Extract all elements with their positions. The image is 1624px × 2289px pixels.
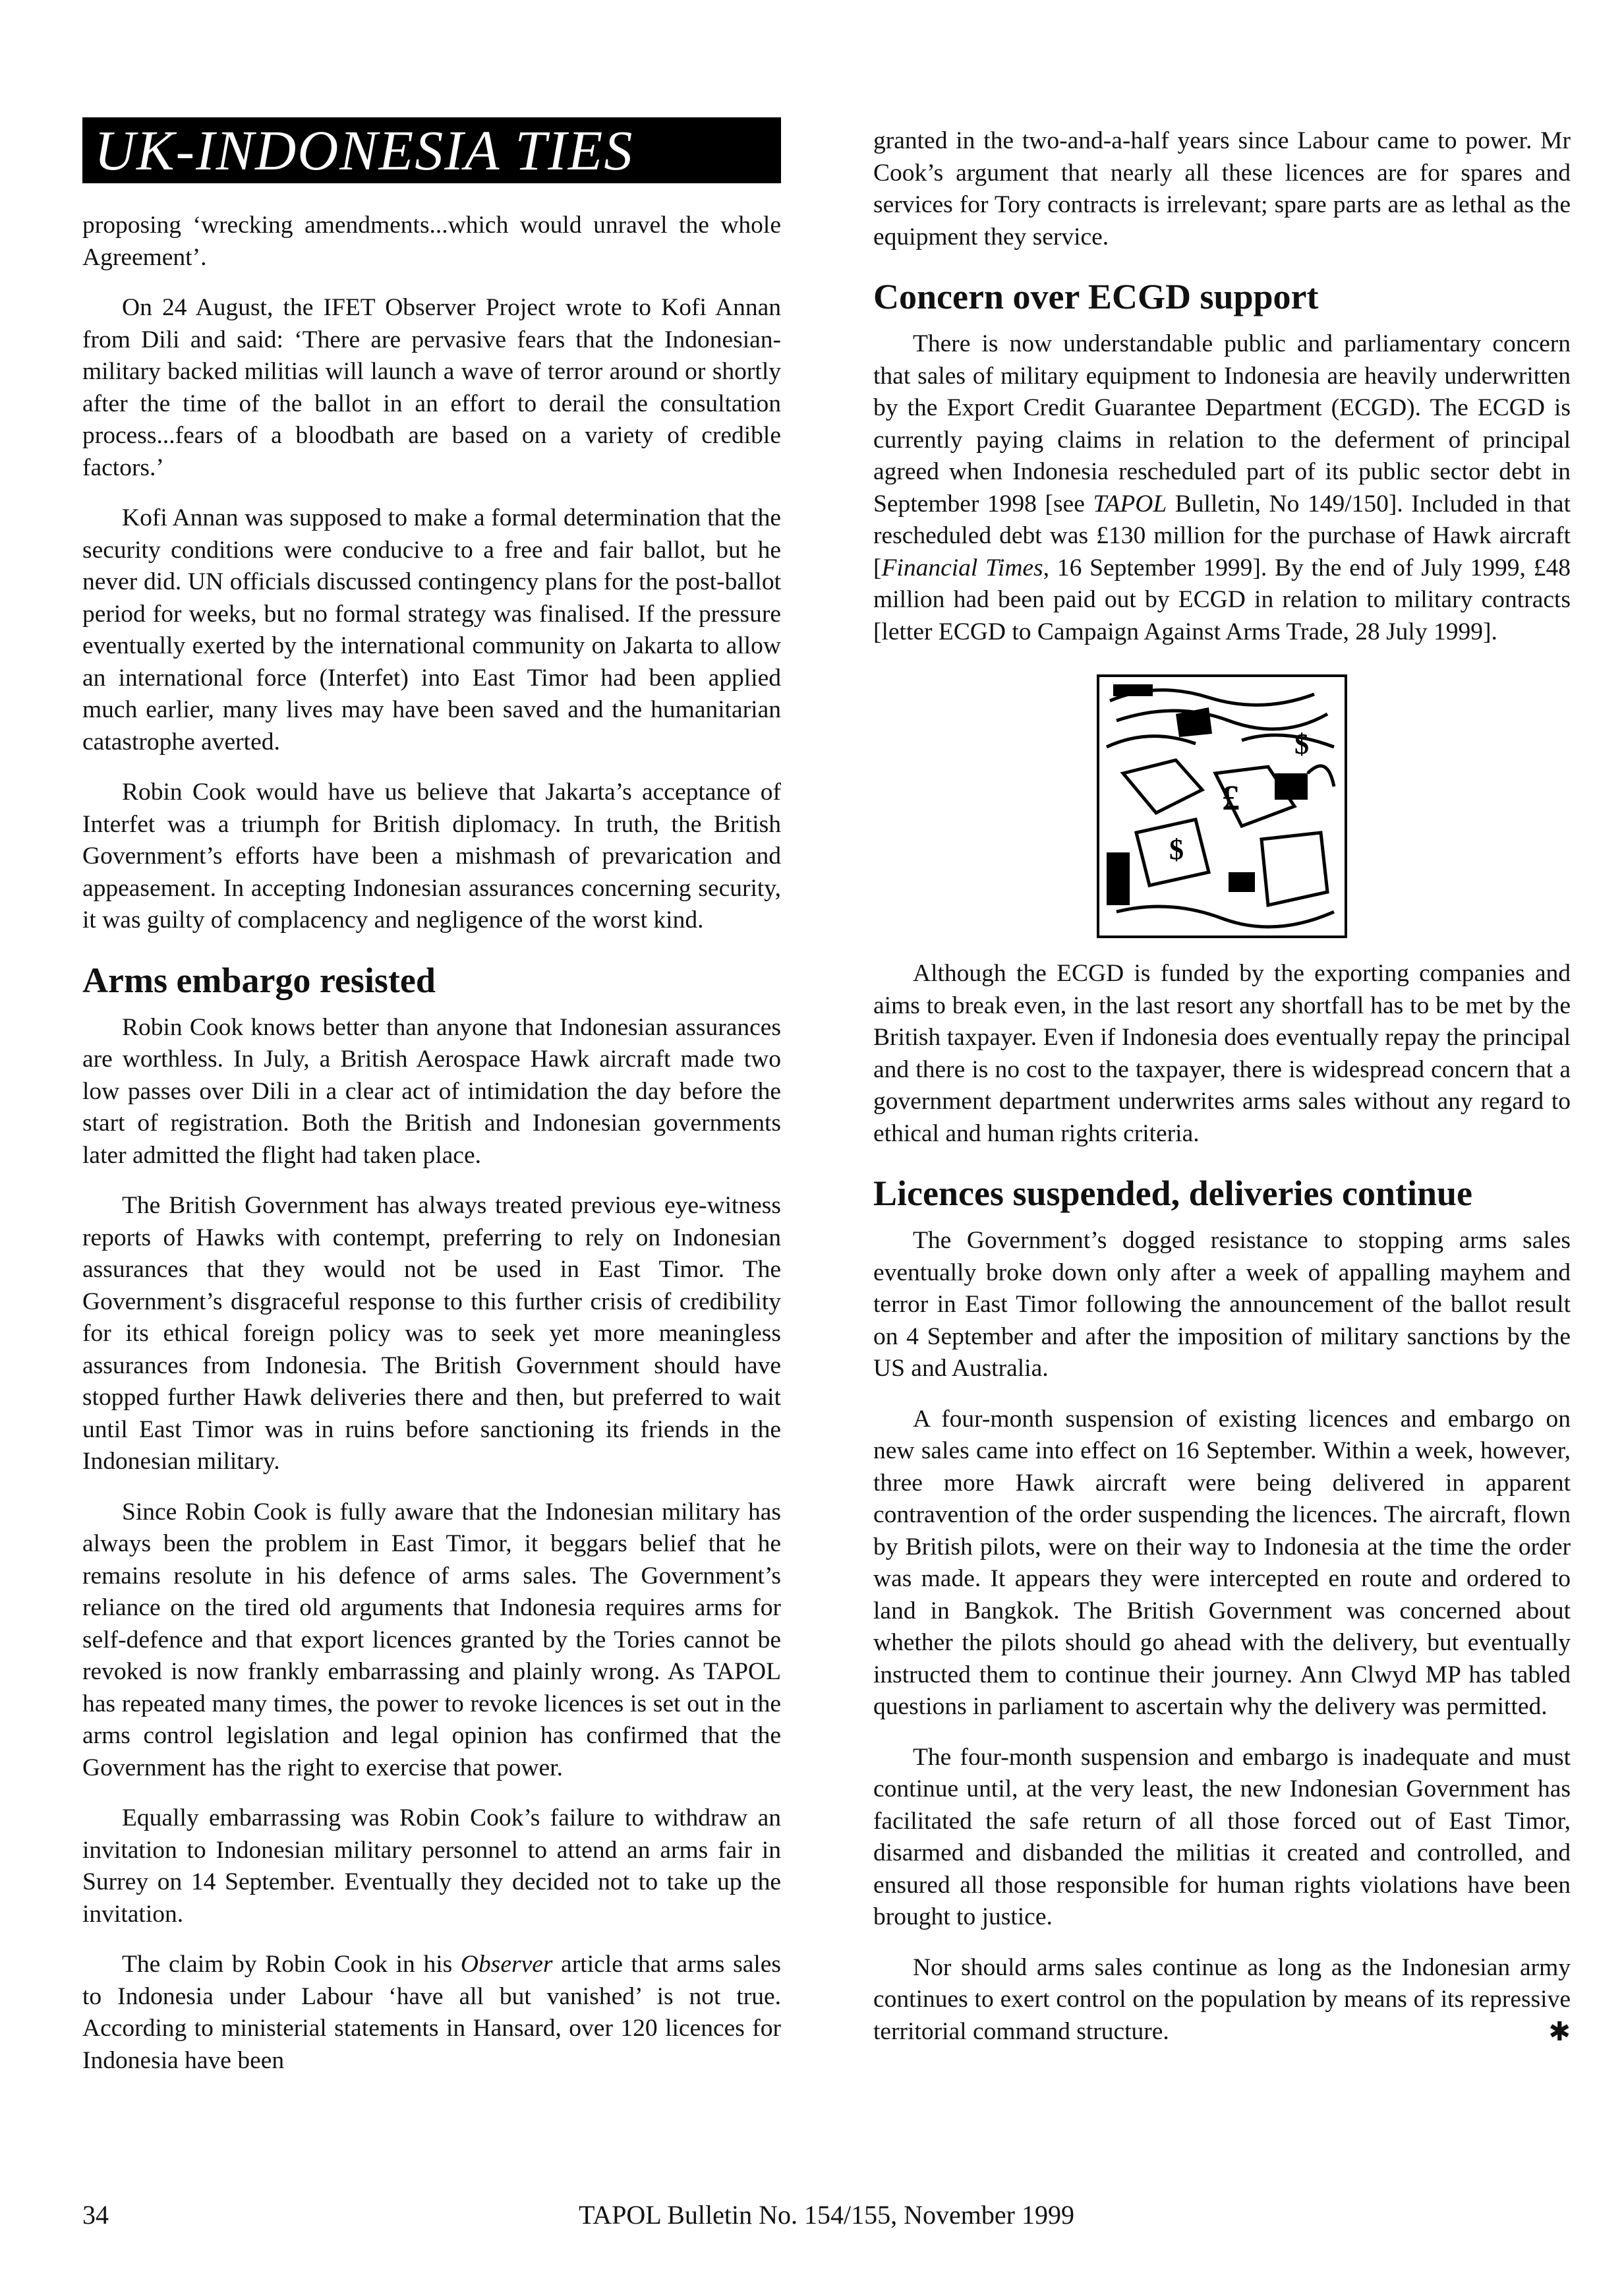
money-cartoon-drawing xyxy=(1097,674,1347,938)
paragraph: The four-month suspension and embargo is inadequate and must continue until, at the very least, the new Indonesian Government has facilitated the safe return of all those forced out of East Timor, disarmed and disbanded the militias it created and controlled, and ensured all those responsible for human rights violations have been brought to justice. xyxy=(873,1743,1571,1930)
text-run: Bulletin, No 149/150]. Included in that rescheduled debt was £130 million for the purchase of Hawk aircraft [ xyxy=(873,490,1571,581)
right-column xyxy=(873,125,1571,2066)
paragraph: Since Robin Cook is fully aware that the Indonesian military has always been the problem in East Timor, it beggars belief that he remains resolute in his defence of arms sales. The Government’s reliance on the tired old arguments that Indonesia requires arms for self-defence and that export licences granted by the Tories cannot be revoked is now frankly embarrassing and plainly wrong. As TAPOL has repeated many times, the power to revoke licences is set out in the arms control legislation and legal opinion has confirmed that the Government has the right to exercise that power. xyxy=(82,1498,781,1781)
section-title: UK-INDONESIA TIES xyxy=(94,119,634,182)
paragraph xyxy=(82,1949,781,2077)
text-run: Nor should arms sales continue as long as the Indonesian army continues to exert control on the population by means of its repressive territorial command structure. xyxy=(873,1953,1571,2045)
text-run: There is now understandable public and parliamentary concern that sales of military equipment to Indonesia are heavily underwritten by the Export Credit Guarantee Department (ECGD). The ECGD is currently paying claims in relation to the deferment of principal agreed when Indonesia rescheduled part of its public sector debt in September 1998 [see xyxy=(873,330,1571,518)
paragraph xyxy=(873,1952,1571,2048)
cartoon-illustration xyxy=(873,674,1571,938)
publication-name: Financial Times xyxy=(881,554,1043,581)
heading-arms-embargo: Arms embargo resisted xyxy=(82,960,436,1000)
paragraph: Robin Cook knows better than anyone that Indonesian assurances are worthless. In July, a British Aerospace Hawk aircraft made two low passes over Dili in a clear act of intimidation the day before the start of registration. Both the British and Indonesian governments later admitted the flight had taken place. xyxy=(82,1013,781,1169)
paragraph: Although the ECGD is funded by the exporting companies and aims to break even, in the last resort any shortfall has to be met by the British taxpayer. Even if Indonesia does eventually repay the principal and there is no cost to the taxpayer, there is widespread concern that a government department underwrites arms sales without any regard to ethical and human rights criteria. xyxy=(873,960,1571,1147)
end-of-article-mark: ✱ xyxy=(1548,2016,1571,2046)
heading-ecgd: Concern over ECGD support xyxy=(873,277,1319,316)
publication-line: TAPOL Bulletin No. 154/155, November 1999 xyxy=(579,2200,1074,2230)
publication-name: TAPOL xyxy=(1093,490,1167,518)
paragraph: Robin Cook would have us believe that Jakarta’s acceptance of Interfet was a triumph for British diplomacy. In truth, the British Government’s efforts have been a mishmash of prevarication and appeasement. In accepting Indonesian assurances concerning security, it was guilty of complacency and negligence of the worst kind. xyxy=(82,779,781,934)
page-footer xyxy=(82,2199,1571,2232)
text-run: article that arms sales to Indonesia under Labour ‘have all but vanished’ is not true. According to ministerial statements in Hansard, over 120 licences for Indonesia have been xyxy=(82,1951,781,2074)
section-banner xyxy=(82,117,781,183)
heading-licences: Licences suspended, deliveries continue xyxy=(873,1174,1473,1213)
publication-name: Observer xyxy=(460,1951,553,1978)
left-column xyxy=(82,210,781,2095)
text-run: , 16 September 1999]. By the end of July 1999, £48 million had been paid out by ECGD in relation to military contracts [letter ECGD to Campaign Against Arms Trade, 28 July 1999]. xyxy=(873,554,1571,645)
paragraph: On 24 August, the IFET Observer Project wrote to Kofi Annan from Dili and said: ‘There are pervasive fears that the Indonesian-military backed militias will launch a wave of terror around or shortly after the time of the ballot in an effort to derail the consultation process...fears of a bloodbath are based on a variety of credible factors.’ xyxy=(82,294,781,481)
svg-text:£: £ xyxy=(1222,778,1240,818)
paragraph: A four-month suspension of existing licences and embargo on new sales came into effect on 16 September. Within a week, however, three more Hawk aircraft were being delivered in apparent contravention of the order suspending the licences. The aircraft, flown by British pilots, were on their way to Indonesia at the time the order was made. It appears they were intercepted en route and ordered to land in Bangkok. The British Government was concerned about whether the pilots should go ahead with the delivery, but eventually instructed them to continue their journey. Ann Clwyd MP has tabled questions in parliament to ascertain why the delivery was permitted. xyxy=(873,1405,1571,1720)
paragraph: proposing ‘wrecking amendments...which would unravel the whole Agreement’. xyxy=(82,212,781,271)
paragraph xyxy=(873,328,1571,648)
text-run: The claim by Robin Cook in his xyxy=(122,1951,461,1978)
paragraph: Equally embarrassing was Robin Cook’s failure to withdraw an invitation to Indonesian military personnel to attend an arms fair in Surrey on 14 September. Eventually they decided not to take up the invitation. xyxy=(82,1804,781,1928)
svg-text:$: $ xyxy=(1294,728,1309,760)
paragraph: The Government’s dogged resistance to stopping arms sales eventually broke down only after a week of appalling mayhem and terror in East Timor following the announcement of the ballot result on 4 September and after the imposition of military sanctions by the US and Australia. xyxy=(873,1227,1571,1382)
paragraph: granted in the two-and-a-half years since Labour came to power. Mr Cook’s argument that nearly all these licences are for spares and services for Tory contracts is irrelevant; spare parts are as lethal as the equipment they service. xyxy=(873,127,1571,251)
paragraph: The British Government has always treated previous eye-witness reports of Hawks with contempt, preferring to rely on Indonesian assurances that they would not be used in East Timor. The Government’s disgraceful response to this further crisis of credibility for its ethical foreign policy was to seek yet more meaningless assurances from Indonesia. The British Government should have stopped further Hawk deliveries there and then, but preferred to wait until East Timor was in ruins before sanctioning its friends in the Indonesian military. xyxy=(82,1192,781,1475)
svg-text:$: $ xyxy=(1169,833,1184,866)
paragraph: Kofi Annan was supposed to make a formal determination that the security conditions were conducive to a free and fair ballot, but he never did. UN officials discussed contingency plans for the post-ballot period for weeks, but no formal strategy was finalised. If the pressure eventually exerted by the international community on Jakarta to allow an international force (Interfet) into East Timor had been applied much earlier, many lives may have been saved and the humanitarian catastrophe averted. xyxy=(82,504,781,756)
page-number: 34 xyxy=(82,2200,109,2230)
